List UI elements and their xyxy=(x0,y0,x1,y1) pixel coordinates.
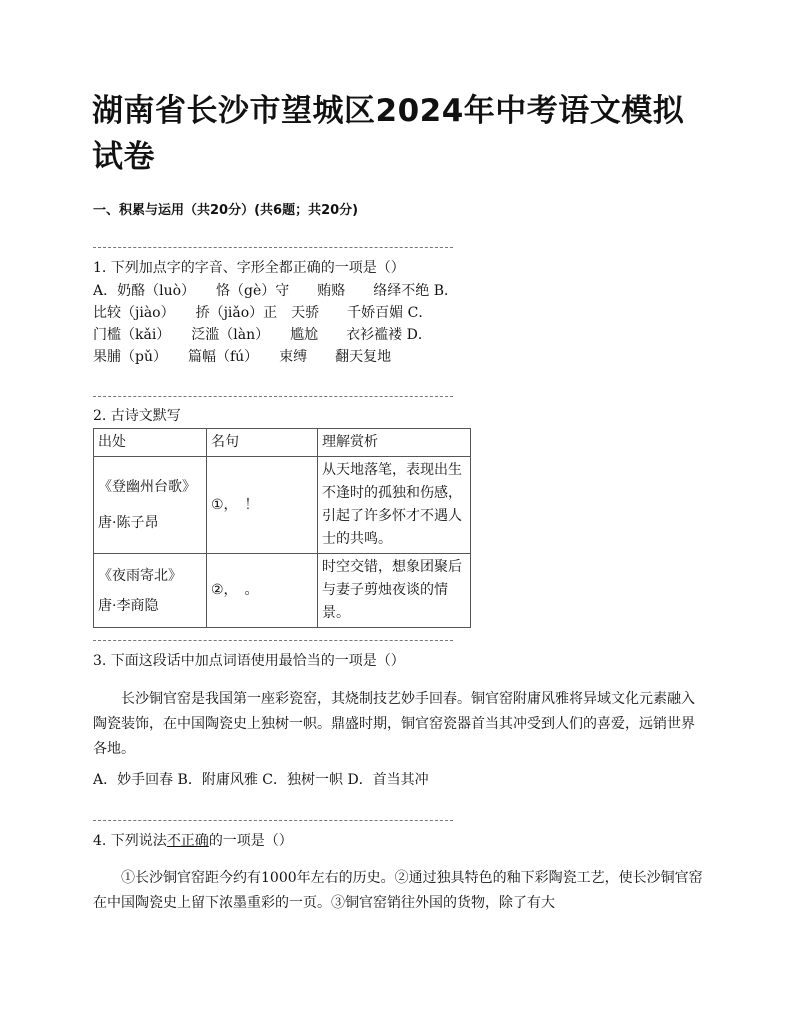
question-1-stem: 1. 下列加点字的字音、字形全都正确的一项是（） xyxy=(93,260,405,276)
question-1-line-1: A．奶酪（luò） 恪（gè）守 贿赂 络绎不绝 B． xyxy=(93,283,459,299)
question-1-line-3: 门槛（kǎi） 泛滥（làn） 尴尬 衣衫褴褛 D． xyxy=(93,327,432,343)
poetry-table xyxy=(93,428,471,628)
question-2-stem: 2. 古诗文默写 xyxy=(93,408,181,424)
appreciation-cell: 时空交错，想象团聚后与妻子剪烛夜谈的情景。 xyxy=(318,554,471,628)
separator xyxy=(93,247,453,248)
question-4-passage: ①长沙铜官窑距今约有1000年左右的历史。②通过独具特色的釉下彩陶瓷工艺，使长沙铜官窑在中国陶瓷史上留下浓墨重彩的一页。③铜官窑销往外国的货物，除了有大 xyxy=(93,870,703,911)
table-row xyxy=(94,457,471,554)
source-cell xyxy=(94,554,207,628)
question-4-stem-prefix: 4. 下列说法 xyxy=(93,833,167,849)
question-3-stem: 3. 下面这段话中加点词语使用最恰当的一项是（） xyxy=(93,653,405,669)
verse-blank: ①， ！ xyxy=(207,457,318,554)
question-4-stem xyxy=(93,830,293,852)
table-header-row xyxy=(94,429,471,457)
question-1-line-2: 比较（jiào） 挢（jiǎo）正 天骄 千娇百媚 C． xyxy=(93,305,433,321)
separator xyxy=(93,820,453,821)
question-3-options: A．妙手回春 B．附庸风雅 C．独树一帜 D．首当其冲 xyxy=(93,772,429,788)
appreciation-cell: 从天地落笔，表现出生不逢时的孤独和伤感，引起了许多怀才不遇人士的共鸣。 xyxy=(318,457,471,554)
verse-blank: ②， 。 xyxy=(207,554,318,628)
source-author: 唐·陈子昂 xyxy=(98,515,159,531)
question-3-passage: 长沙铜官窑是我国第一座彩瓷窑，其烧制技艺妙手回春。铜官窑附庸风雅将异域文化元素融入陶瓷装饰，在中国陶瓷史上独树一帜。鼎盛时期，铜官窑瓷器首当其冲受到人们的喜爱，远销世界各地。 xyxy=(93,691,695,757)
table-header: 出处 xyxy=(94,429,207,457)
separator xyxy=(93,396,453,397)
section-heading: 一、积累与运用（共20分）(共6题；共20分) xyxy=(93,203,359,218)
separator xyxy=(93,640,453,641)
question-4-stem-suffix: 的一项是（） xyxy=(208,833,293,849)
table-header: 名句 xyxy=(207,429,318,457)
source-cell xyxy=(94,457,207,554)
table-row xyxy=(94,554,471,628)
source-title: 《登幽州台歌》 xyxy=(98,479,196,495)
table-header: 理解赏析 xyxy=(318,429,471,457)
question-4-stem-emphasis: 不正确 xyxy=(166,833,209,849)
question-1-line-4: 果脯（pǔ） 篇幅（fú） 束缚 翻天复地 xyxy=(93,349,392,365)
source-author: 唐·李商隐 xyxy=(98,597,159,614)
page-title: 湖南省长沙市望城区2024年中考语文模拟试卷 xyxy=(92,93,685,175)
source-title: 《夜雨寄北》 xyxy=(98,567,182,584)
